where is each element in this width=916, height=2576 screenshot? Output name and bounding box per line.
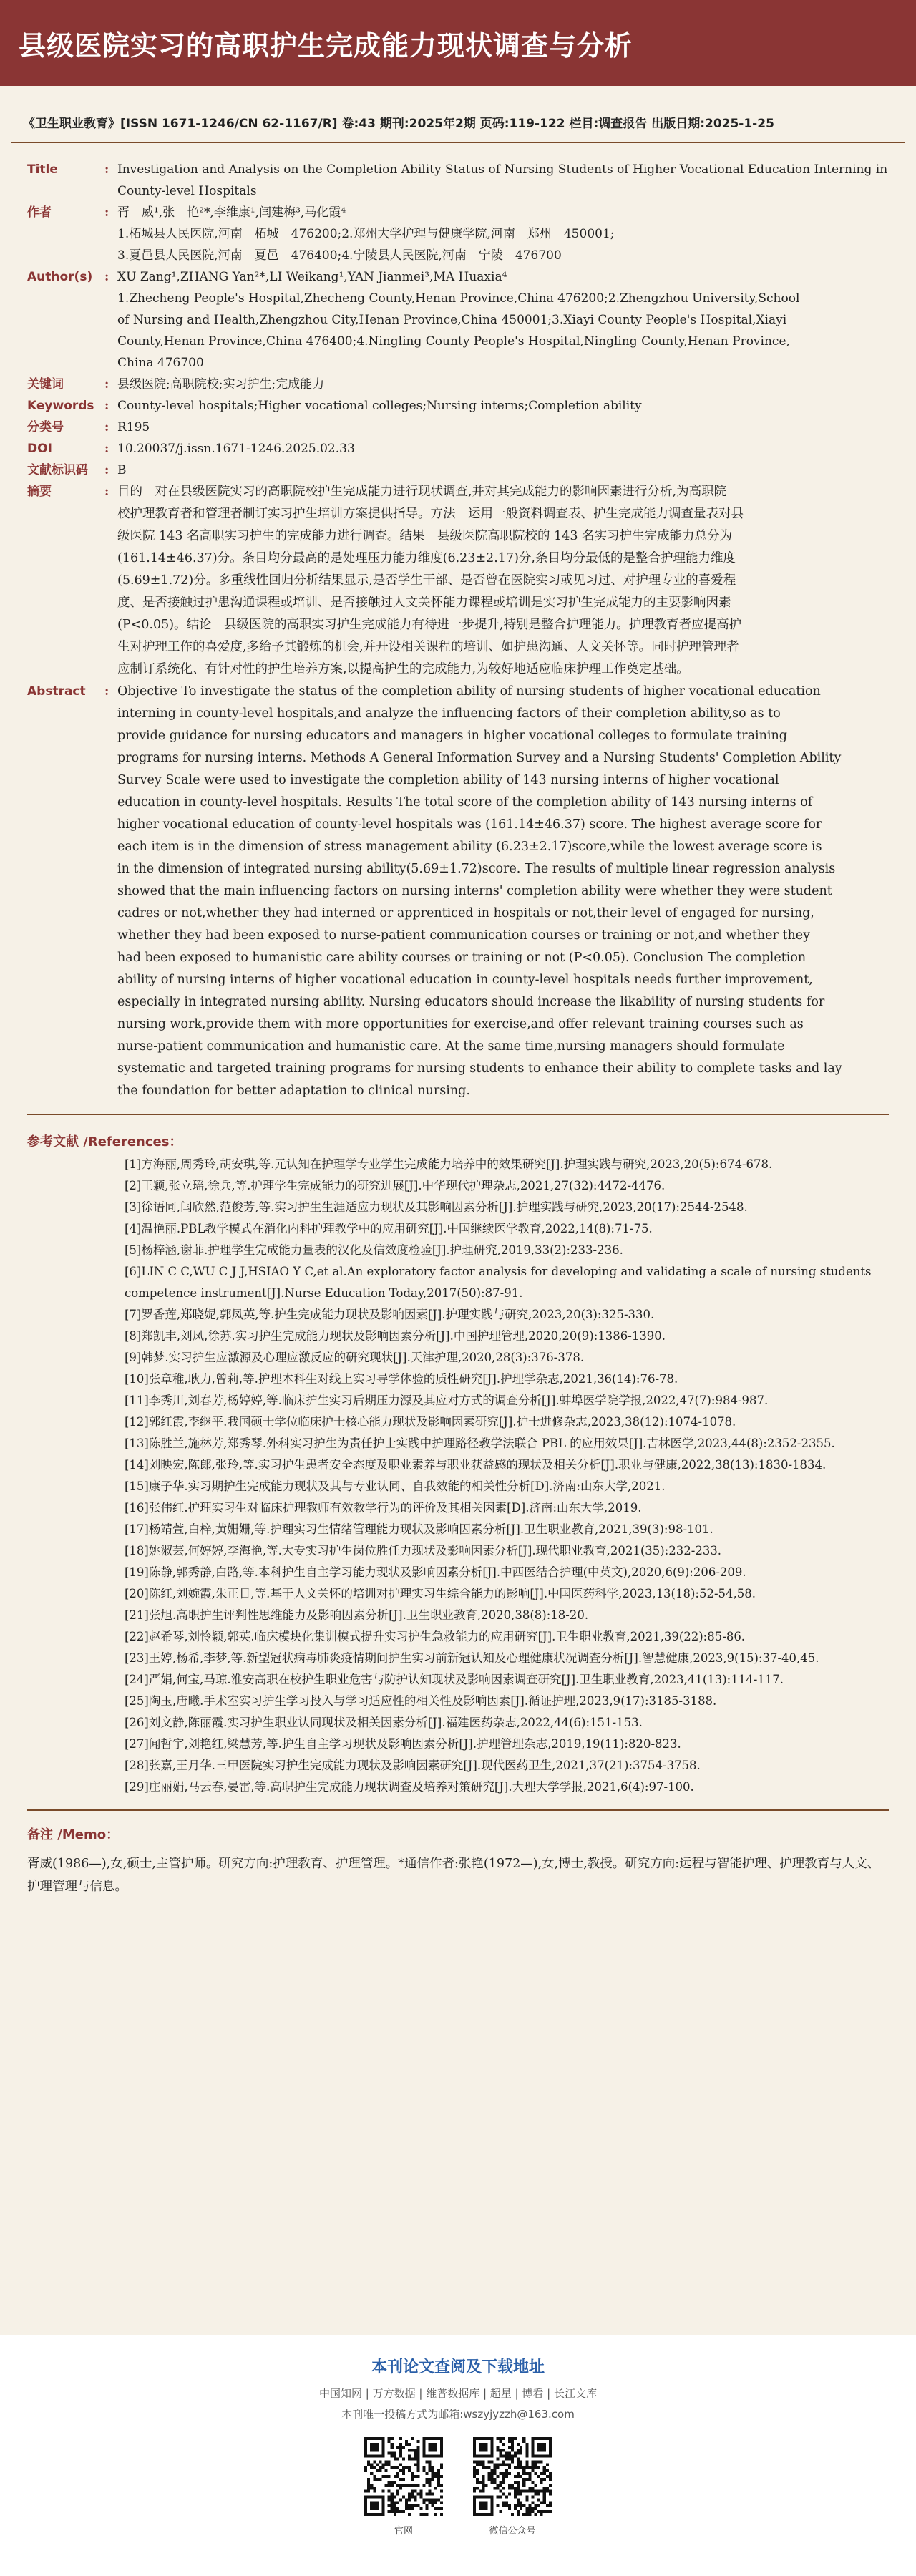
title-label: Title <box>27 162 58 177</box>
authors-en-label: Author(s) <box>27 270 93 284</box>
memo-title: 备注 /Memo： <box>27 1827 120 1842</box>
footer-email: 本刊唯一投稿方式为邮箱:wszyjyzzh@163.com <box>341 2408 575 2421</box>
reference-item: [23]王婷,杨希,李梦,等.新型冠状病毒肺炎疫情期间护生实习前新冠认知及心理健康状况调查分析[J].智慧健康,2023,9(15):37-40,45. <box>125 1651 819 1665</box>
footer-title: 本刊论文查阅及下载地址 <box>371 2358 545 2376</box>
doi-label: DOI <box>27 442 52 456</box>
meta-row-title: Title : Investigation and Analysis on the Completion Ability Status of Nursing Students of Higher Vocational Education Interning in County-level Hospitals <box>27 159 889 202</box>
reference-item: [5]杨梓涵,谢菲.护理学生完成能力量表的汉化及信效度检验[J].护理研究,2019,33(2):233-236. <box>125 1243 623 1257</box>
keywords-cn-label: 关键词 <box>27 377 64 392</box>
section-divider <box>27 1809 889 1811</box>
authors-cn: 胥 威¹,张 艳²*,李维康¹,闫建梅³,马化霞⁴ 1.柘城县人民医院,河南 柘城 476200;2.郑州大学护理与健康学院,河南 郑州 450001; 3.夏邑县人民医院,河南 夏邑 476400;4.宁陵县人民医院,河南 宁陵 476700 <box>117 205 615 263</box>
keywords-en-label: Keywords <box>27 399 94 413</box>
english-title: Investigation and Analysis on the Completion Ability Status of Nursing Students of Higher Vocational Education Interning in County-level Hospitals <box>117 162 888 198</box>
reference-item: [3]徐语同,闫欣然,范俊芳,等.实习护生生涯适应力现状及其影响因素分析[J].护理实践与研究,2023,20(17):2544-2548. <box>125 1200 748 1214</box>
qr-code-icon <box>361 2434 446 2519</box>
reference-item: [21]张旭.高职护生评判性思维能力及影响因素分析[J].卫生职业教育,2020,38(8):18-20. <box>125 1608 589 1622</box>
qr-wechat[interactable] <box>470 2434 555 2537</box>
reference-item: [10]张章稚,耿力,曾莉,等.护理本科生对线上实习导学体验的质性研究[J].护理学杂志,2021,36(14):76-78. <box>125 1372 678 1386</box>
citation-bar <box>11 102 905 143</box>
meta-row-abstract-cn: 摘要 : 目的 对在县级医院实习的高职院校护生完成能力进行现状调查,并对其完成能力的影响因素进行分析,为高职院 校护理教育者和管理者制订实习护生培训方案提供指导。方法 运用一般资料调查表、护生完成能力调查量表对县 级医院 143 名高职实习护生的完成能力进行调查。结果 县级医院高职院校的 143 名实习护生完成能力总分为 (161.14±46.37)分。条目均分最高的是处理压力能力维度(6.23±2.17)分,条目均分最低的是整合护理能力维度 (5.69±1.72)分。多重线性回归分析结果显示,是否学生干部、是否曾在医院实习或见习过、对护理专业的喜爱程 度、是否接触过护患沟通课程或培训、是否接触过人文关怀能力课程或培训是实习护生完成能力的主要影响因素 (P<0.05)。结论 县级医院的高职实习护生完成能力有待进一步提升,特别是整合护理能力。护理教育者应提高护 生对护理工作的喜爱度,多给予其锻炼的机会,并开设相关课程的培训、如护患沟通、人文关怀等。同时护理管理者 应制订系统化、有针对性的护生培养方案,以提高护生的完成能力,为较好地适应临床护理工作奠定基础。 <box>27 481 889 681</box>
reference-item: [22]赵希琴,刘怜颖,郭英.临床模块化集训模式提升实习护生急救能力的应用研究[J].卫生职业教育,2021,39(22):85-86. <box>125 1630 746 1643</box>
reference-item: [7]罗香莲,郑晓妮,郭凤英,等.护生完成能力现状及影响因素[J].护理实践与研究,2023,20(3):325-330. <box>125 1308 655 1321</box>
meta-row-keywords-cn: 关键词 : 县级医院;高职院校;实习护生;完成能力 <box>27 374 889 395</box>
reference-item: [2]王颖,张立瑶,徐兵,等.护理学生完成能力的研究进展[J].中华现代护理杂志,2021,27(32):4472-4476. <box>125 1179 666 1192</box>
meta-row-doi: DOI : 10.20037/j.issn.1671-1246.2025.02.33 <box>27 438 889 460</box>
memo-text: 胥威(1986—),女,硕士,主管护师。研究方向:护理教育、护理管理。*通信作者:张艳(1972—),女,博士,教授。研究方向:远程与智能护理、护理教育与人文、护理管理与信息。 <box>27 1857 880 1894</box>
reference-item: [16]张伟红.护理实习生对临床护理教师有效教学行为的评价及其相关因素[D].济南:山东大学,2019. <box>125 1501 642 1515</box>
meta-row-authors-cn: 作者 : 胥 威¹,张 艳²*,李维康¹,闫建梅³,马化霞⁴ 1.柘城县人民医院,河南 柘城 476200;2.郑州大学护理与健康学院,河南 郑州 450001; 3.夏邑县人民医院,河南 夏邑 476400;4.宁陵县人民医院,河南 宁陵 476700 <box>27 202 889 266</box>
article-title-bar <box>0 0 916 86</box>
abstract-cn: 目的 对在县级医院实习的高职院校护生完成能力进行现状调查,并对其完成能力的影响因素进行分析,为高职院 校护理教育者和管理者制订实习护生培训方案提供指导。方法 运用一般资料调查表、护生完成能力调查量表对县 级医院 143 名高职实习护生的完成能力进行调查。结果 县级医院高职院校的 143 名实习护生完成能力总分为 (161.14±46.37)分。条目均分最高的是处理压力能力维度(6.23±2.17)分,条目均分最低的是整合护理能力维度 (5.69±1.72)分。多重线性回归分析结果显示,是否学生干部、是否曾在医院实习或见习过、对护理专业的喜爱程 度、是否接触过护患沟通课程或培训、是否接触过人文关怀能力课程或培训是实习护生完成能力的主要影响因素 (P<0.05)。结论 县级医院的高职实习护生完成能力有待进一步提升,特别是整合护理能力。护理教育者应提高护 生对护理工作的喜爱度,多给予其锻炼的机会,并开设相关课程的培训、如护患沟通、人文关怀等。同时护理管理者 应制订系统化、有针对性的护生培养方案,以提高护生的完成能力,为较好地适应临床护理工作奠定基础。 <box>117 485 744 676</box>
reference-item: [4]温艳丽.PBL教学模式在消化内科护理教学中的应用研究[J].中国继续医学教育,2022,14(8):71-75. <box>125 1222 653 1235</box>
reference-item: [19]陈静,郭秀静,白路,等.本科护生自主学习能力现状及影响因素分析[J].中西医结合护理(中英文),2020,6(9):206-209. <box>125 1565 746 1579</box>
qr-code-icon <box>470 2434 555 2519</box>
reference-item: [28]张嘉,王月华.三甲医院实习护生完成能力现状及影响因素研究[J].现代医药卫生,2021,37(21):3754-3758. <box>125 1759 701 1772</box>
abstract-cn-label: 摘要 <box>27 485 52 499</box>
keywords-en: County-level hospitals;Higher vocational colleges;Nursing interns;Completion ability <box>117 399 642 413</box>
doc-code-label: 文献标识码 <box>27 463 88 477</box>
clc-label: 分类号 <box>27 420 64 434</box>
references-section <box>27 1131 889 1798</box>
memo-section <box>27 1824 889 1898</box>
reference-item: [1]方海丽,周秀玲,胡安琪,等.元认知在护理学专业学生完成能力培养中的效果研究[J].护理实践与研究,2023,20(5):674-678. <box>125 1157 773 1171</box>
qr-code-row <box>0 2434 916 2537</box>
metadata-section <box>27 159 889 1102</box>
qr-website[interactable] <box>361 2434 446 2537</box>
reference-list <box>125 1154 889 1798</box>
reference-item: [27]闻哲宇,刘艳红,梁慧芳,等.护生自主学习现状及影响因素分析[J].护理管理杂志,2019,19(11):820-823. <box>125 1737 681 1751</box>
reference-item: [11]李秀川,刘春芳,杨婷婷,等.临床护生实习后期压力源及其应对方式的调查分析[J].蚌埠医学院学报,2022,47(7):984-987. <box>125 1394 769 1407</box>
reference-item: [13]陈胜兰,施林芳,郑秀琴.外科实习护生为责任护士实践中护理路径教学法联合 PBL 的应用效果[J].吉林医学,2023,44(8):2352-2355. <box>125 1437 835 1450</box>
reference-item: [15]康子华.实习期护生完成能力现状及其与专业认同、自我效能的相关性分析[D].济南:山东大学,2021. <box>125 1479 666 1493</box>
meta-row-doc-code: 文献标识码 : B <box>27 460 889 481</box>
footer-panel <box>0 2335 916 2576</box>
abstract-en: Objective To investigate the status of the completion ability of nursing students of higher vocational education interning in county-level hospitals,and analyze the influencing factors of their completion ability,so as to provide guidance for nursing educators and managers in higher vocational colleges to formulate training programs for nursing interns. Methods A General Information Survey and a Nursing Students' Completion Ability Survey Scale were used to investigate the completion ability of 143 nursing interns of higher vocational education in county-level hospitals. Results The total score of the completion ability of 143 nursing interns of higher vocational education of county-level hospitals was (161.14±46.37) score. The highest average score for each item is in the dimension of stress management ability (6.23±2.17)score,while the lowest average score is in the dimension of integrated nursing ability(5.69±1.72)score. The results of multiple linear regression analysis showed that the main influencing factors on nursing interns' completion ability were whether they were student cadres or not,whether they had interned or apprenticed in hospitals or not,their level of engaged for nursing, whether they had been exposed to nurse-patient communication courses or training or not,and whether they had been exposed to humanistic care ability courses or training or not (P<0.05). Conclusion The completion ability of nursing interns of higher vocational education in county-level hospitals needs further improvement, especially in integrated nursing ability. Nursing educators should increase the likability of nursing students for nursing work,provide them with more opportunities for exercise,and offer relevant training courses such as nurse-patient communication and humanistic care. At the same time,nursing managers should formulate systematic and targeted training programs for nursing students to enhance their ability to complete tasks and lay the foundation for better adaptation to clinical nursing. <box>117 684 842 1098</box>
reference-item: [8]郑凯丰,刘凤,徐苏.实习护生完成能力现状及影响因素分析[J].中国护理管理,2020,20(9):1386-1390. <box>125 1329 666 1343</box>
reference-item: [9]韩梦.实习护生应激源及心理应激反应的研究现状[J].天津护理,2020,28(3):376-378. <box>125 1351 585 1364</box>
reference-item: [18]姚淑芸,何婷婷,李海艳,等.大专实习护生岗位胜任力现状及影响因素分析[J].现代职业教育,2021(35):232-233. <box>125 1544 722 1557</box>
reference-item: [6]LIN C C,WU C J J,HSIAO Y C,et al.An exploratory factor analysis for developing and validating a scale of nursing students competence instrument[J].Nurse Education Today,2017(50):87-91. <box>125 1265 872 1300</box>
meta-row-abstract-en: Abstract : Objective To investigate the status of the completion ability of nursing students of higher vocational education interning in county-level hospitals,and analyze the influencing factors of their completion ability,so as to provide guidance for nursing educators and managers in higher vocational colleges to formulate training programs for nursing interns. Methods A General Information Survey and a Nursing Students' Completion Ability Survey Scale were used to investigate the completion ability of 143 nursing interns of higher vocational education in county-level hospitals. Results The total score of the completion ability of 143 nursing interns of higher vocational education of county-level hospitals was (161.14±46.37) score. The highest average score for each item is in the dimension of stress management ability (6.23±2.17)score,while the lowest average score is in the dimension of integrated nursing ability(5.69±1.72)score. The results of multiple linear regression analysis showed that the main influencing factors on nursing interns' completion ability were whether they were student cadres or not,whether they had interned or apprenticed in hospitals or not,their level of engaged for nursing, whether they had been exposed to nurse-patient communication courses or training or not,and whether they had been exposed to humanistic care ability courses or training or not (P<0.05). Conclusion The completion ability of nursing interns of higher vocational education in county-level hospitals needs further improvement, especially in integrated nursing ability. Nursing educators should increase the likability of nursing students for nursing work,provide them with more opportunities for exercise,and offer relevant training courses such as nurse-patient communication and humanistic care. At the same time,nursing managers should formulate systematic and targeted training programs for nursing students to enhance their ability to complete tasks and lay the foundation for better adaptation to clinical nursing. <box>27 681 889 1102</box>
reference-item: [26]刘文静,陈丽霞.实习护生职业认同现状及相关因素分析[J].福建医药杂志,2022,44(6):151-153. <box>125 1716 643 1729</box>
reference-item: [25]陶玉,唐曦.手术室实习护生学习投入与学习适应性的相关性及影响因素[J].循证护理,2023,9(17):3185-3188. <box>125 1694 717 1708</box>
references-title: 参考文献 /References： <box>27 1134 182 1150</box>
reference-item: [14]刘映宏,陈郎,张玲,等.实习护生患者安全态度及职业素养与职业获益感的现状及相关分析[J].职业与健康,2022,38(13):1830-1834. <box>125 1458 827 1472</box>
reference-item: [24]严娟,何宝,马琼.淮安高职在校护生职业危害与防护认知现状及影响因素调查研究[J].卫生职业教育,2023,41(13):114-117. <box>125 1673 784 1686</box>
qr-label-website: 官网 <box>394 2526 413 2537</box>
reference-item: [12]郭红霞,李继平.我国硕士学位临床护士核心能力现状及影响因素研究[J].护士进修杂志,2023,38(12):1074-1078. <box>125 1415 736 1429</box>
clc-value: R195 <box>117 420 150 434</box>
meta-row-keywords-en: Keywords : County-level hospitals;Higher vocational colleges;Nursing interns;Completion ability <box>27 395 889 417</box>
section-divider <box>27 1114 889 1115</box>
abstract-en-label: Abstract <box>27 684 86 699</box>
article-title: 县级医院实习的高职护生完成能力现状调查与分析 <box>19 29 633 62</box>
authors-en: XU Zang¹,ZHANG Yan²*,LI Weikang¹,YAN Jianmei³,MA Huaxia⁴ 1.Zhecheng People's Hospital,Zhecheng County,Henan Province,China 476200;2.Zhengzhou University,School of Nursing and Health,Zhengzhou City,Henan Province,China 450001;3.Xiayi County People's Hospital,Xiayi County,Henan Province,China 476400;4.Ningling County People's Hospital,Ningling County,Henan Province, China 476700 <box>117 270 800 370</box>
footer-databases: 中国知网 | 万方数据 | 维普数据库 | 超星 | 博看 | 长江文库 <box>319 2387 597 2400</box>
reference-item: [17]杨靖萱,白梓,黄姗姗,等.护理实习生情绪管理能力现状及影响因素分析[J].卫生职业教育,2021,39(3):98-101. <box>125 1522 713 1536</box>
meta-row-authors-en: Author(s) : XU Zang¹,ZHANG Yan²*,LI Weikang¹,YAN Jianmei³,MA Huaxia⁴ 1.Zhecheng People's Hospital,Zhecheng County,Henan Province,China 476200;2.Zhengzhou University,School of Nursing and Health,Zhengzhou City,Henan Province,China 450001;3.Xiayi County People's Hospital,Xiayi County,Henan Province,China 476400;4.Ningling County People's Hospital,Ningling County,Henan Province, China 476700 <box>27 266 889 374</box>
keywords-cn: 县级医院;高职院校;实习护生;完成能力 <box>117 377 325 392</box>
doi-value[interactable]: 10.20037/j.issn.1671-1246.2025.02.33 <box>117 442 355 456</box>
meta-row-clc: 分类号 : R195 <box>27 417 889 438</box>
qr-label-wechat: 微信公众号 <box>489 2526 536 2537</box>
reference-item: [20]陈红,刘婉霞,朱正日,等.基于人文关怀的培训对护理实习生综合能力的影响[J].中国医药科学,2023,13(18):52-54,58. <box>125 1587 756 1600</box>
authors-cn-label: 作者 <box>27 205 52 220</box>
citation-text: 《卫生职业教育》[ISSN 1671-1246/CN 62-1167/R] 卷:43 期刊:2025年2期 页码:119-122 栏目:调查报告 出版日期:2025-1-25 <box>23 116 774 131</box>
reference-item: [29]庄丽娟,马云春,晏雷,等.高职护生完成能力现状调查及培养对策研究[J].大理大学学报,2021,6(4):97-100. <box>125 1780 694 1794</box>
doc-code-value: B <box>117 463 127 477</box>
